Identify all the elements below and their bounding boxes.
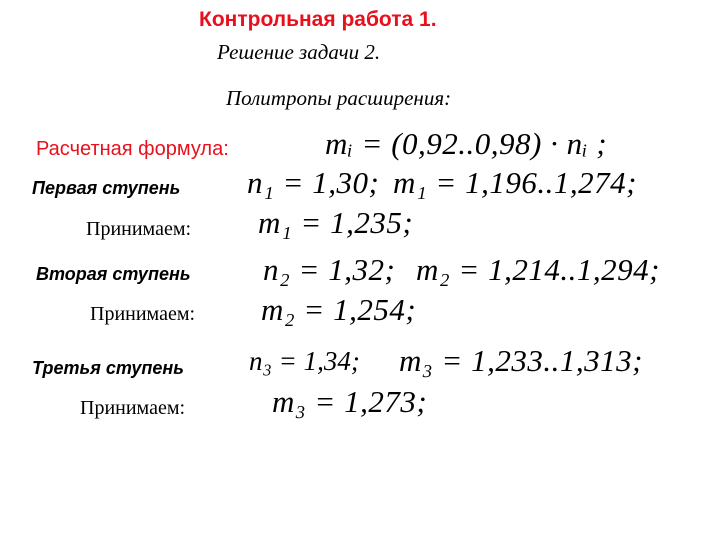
page-subtitle: Решение задачи 2. — [217, 40, 381, 64]
stage-2-accepted-value: m₂ = 1,254; — [261, 292, 417, 327]
stage-1-accepted-value: m₁ = 1,235; — [258, 205, 414, 240]
stage-2-accept-label: Принимаем: — [90, 303, 196, 325]
stage-2-n-value: n₂ = 1,32; — [263, 252, 396, 287]
stage-1-m-range: m₁ = 1,196..1,274; — [393, 165, 637, 200]
section-heading: Политропы расширения: — [226, 86, 452, 110]
formula-label: Расчетная формула: — [36, 138, 229, 160]
stage-3-m-range: m₃ = 1,233..1,313; — [399, 343, 643, 378]
page-title: Контрольная работа 1. — [199, 8, 437, 31]
stage-3-accepted-value: m₃ = 1,273; — [272, 384, 428, 419]
stage-3-n-value: n₃ = 1,34; — [249, 346, 360, 376]
stage-1-label: Первая ступень — [32, 178, 181, 198]
formula-expression: mᵢ = (0,92..0,98) · nᵢ ; — [325, 126, 608, 161]
stage-3-label: Третья ступень — [32, 358, 184, 378]
stage-2-label: Вторая ступень — [36, 264, 191, 284]
stage-3-accept-label: Принимаем: — [80, 397, 186, 419]
stage-1-accept-label: Принимаем: — [86, 218, 192, 240]
stage-2-m-range: m₂ = 1,214..1,294; — [416, 252, 660, 287]
stage-1-n-value: n₁ = 1,30; — [247, 165, 380, 200]
